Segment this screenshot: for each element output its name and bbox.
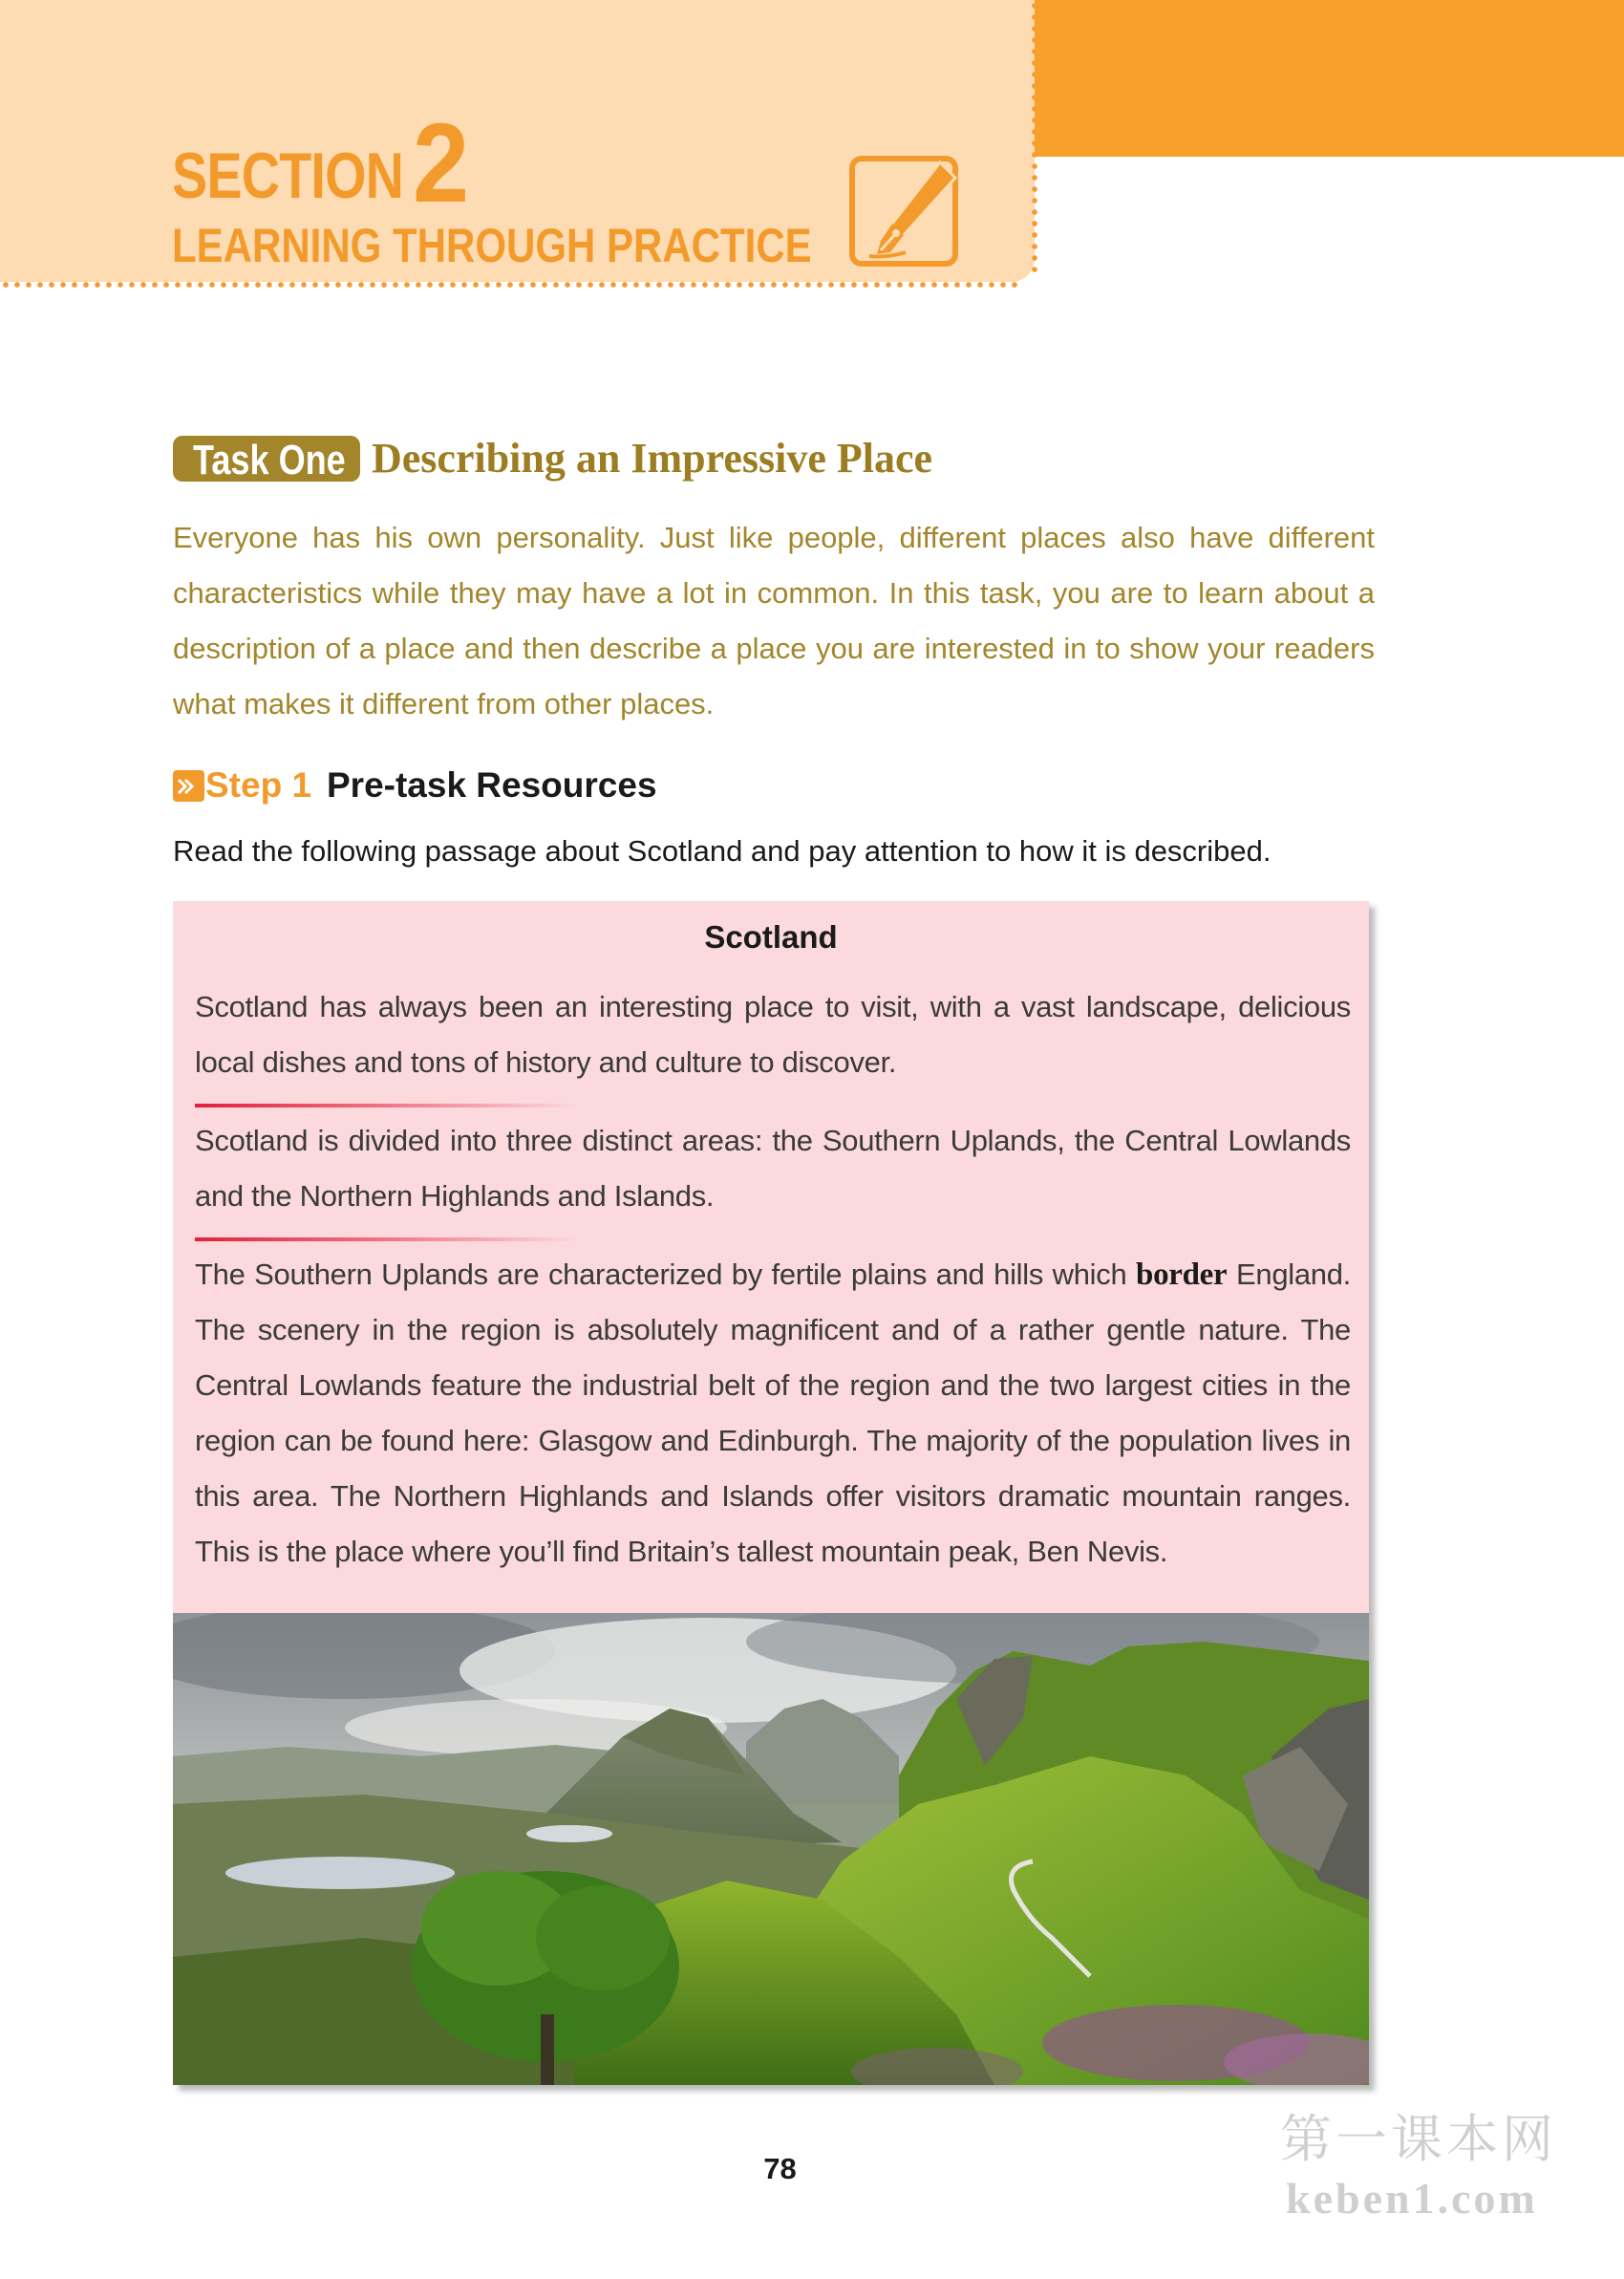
header-orange-block bbox=[1035, 0, 1624, 157]
page-number: 78 bbox=[763, 2152, 797, 2185]
task-badge-label: Task One bbox=[193, 437, 346, 484]
passage-box bbox=[173, 901, 1369, 1613]
section-subtitle: LEARNING THROUGH PRACTICE bbox=[172, 219, 812, 272]
watermark-chinese: 第一课本网 bbox=[1280, 2109, 1557, 2169]
watermark-url: keben1.com bbox=[1286, 2174, 1538, 2223]
paragraph-3-text-end: England. The scenery in the region is absolutely magnificent and of a rather gentle nature. The Central Lowlands feature the industrial belt of the region and the two largest cities in the region can be found here: Glasgow and Edinburgh. The majority of the population lives in this area. The Northern Highlands and Islands offer visitors dramatic mountain ranges. This is the place where you’ll find Britain’s tallest mountain peak, Ben Nevis. bbox=[195, 1258, 1351, 1568]
passage-paragraph-1: Scotland has always been an interesting place to visit, with a vast landscape, delicious local dishes and tons of history and culture to discover. bbox=[195, 990, 1351, 1079]
passage-title: Scotland bbox=[704, 919, 838, 955]
paragraph-3-text-start: The Southern Uplands are characterized by fertile plains and hills which bbox=[195, 1258, 1137, 1291]
paragraph-divider bbox=[195, 1104, 577, 1107]
section-label: SECTION bbox=[172, 140, 404, 212]
passage-paragraph-2: Scotland is divided into three distinct areas: the Southern Uplands, the Central Lowlands and the Northern Highlands and Islands. bbox=[195, 1124, 1351, 1213]
double-chevron-right-icon bbox=[173, 770, 204, 802]
task-intro-paragraph: Everyone has his own personality. Just like people, different places also have different characteristics while they may have a lot in common. In this task, you are to learn about a description of a place and then describe a place you are interested in to show your readers what makes it different from other places. bbox=[173, 521, 1375, 720]
passage-paragraph-3 bbox=[195, 1247, 1351, 1580]
pen-nib-icon bbox=[848, 153, 961, 268]
paragraph-divider bbox=[195, 1237, 577, 1241]
vocabulary-word: border bbox=[1136, 1258, 1228, 1292]
task-title: Describing an Impressive Place bbox=[372, 435, 933, 482]
step-instruction: Read the following passage about Scotland and pay attention to how it is described. bbox=[173, 834, 1271, 868]
step-label: Step 1 bbox=[205, 765, 312, 805]
scotland-landscape-photo bbox=[173, 1613, 1369, 2085]
step-title: Pre-task Resources bbox=[327, 765, 657, 805]
section-number: 2 bbox=[413, 100, 470, 226]
header-dotted-border-bottom bbox=[0, 281, 1022, 289]
